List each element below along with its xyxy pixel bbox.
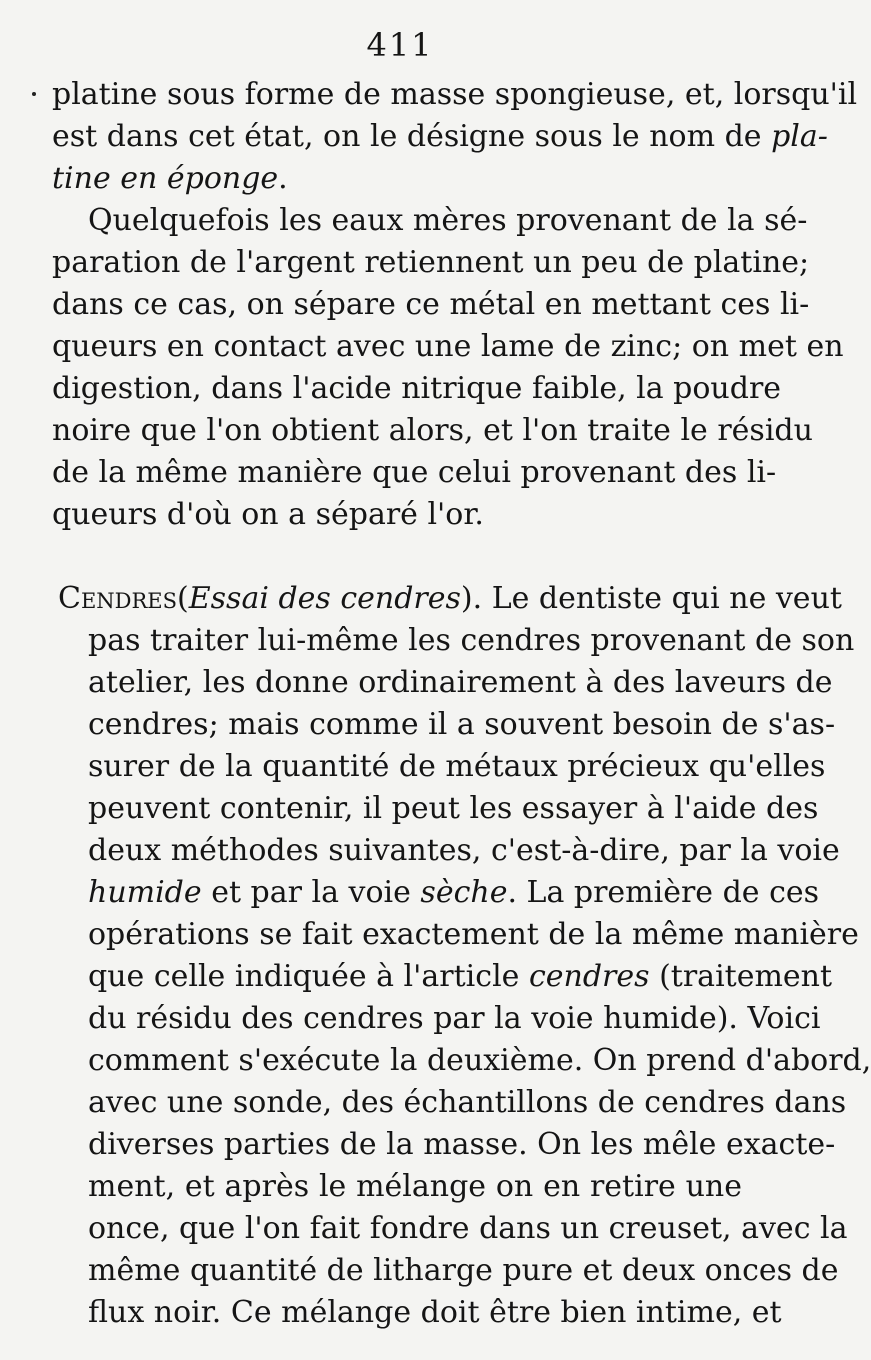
entry-subheading: Essai des cendres — [188, 581, 461, 616]
text-line: surer de la quantité de métaux précieux qu'elles — [88, 749, 826, 784]
text-line: ment, et après le mélange on en retire une — [88, 1169, 742, 1204]
page-number: 411 — [366, 26, 434, 64]
text-line: dans ce cas, on sépare ce métal en mettant ces li- — [52, 287, 810, 322]
text-line: once, que l'on fait fondre dans un creuset, avec la — [88, 1211, 848, 1246]
text-line: queurs d'où on a séparé l'or. — [52, 497, 484, 532]
text-line: est dans cet état, on le désigne sous le nom de pla- — [52, 119, 828, 154]
entry-heading-line: Cendres(Essai des cendres). Le dentiste qui ne veut — [58, 581, 842, 616]
text-line: même quantité de litharge pure et deux onces de — [88, 1253, 839, 1288]
text-line: paration de l'argent retiennent un peu de platine; — [52, 245, 810, 280]
entry-heading: Cendres — [58, 581, 178, 616]
text-line: noire que l'on obtient alors, et l'on traite le résidu — [52, 413, 813, 448]
text-line: Quelquefois les eaux mères provenant de la sé- — [88, 203, 808, 238]
text-line: pas traiter lui-même les cendres provenant de son — [88, 623, 855, 658]
text-line: cendres; mais comme il a souvent besoin de s'as- — [88, 707, 836, 742]
text-line: tine en éponge. — [52, 161, 288, 196]
text-line: comment s'exécute la deuxième. On prend d'abord, — [88, 1043, 871, 1078]
text-line: de la même manière que celui provenant des li- — [52, 455, 777, 490]
text-line: flux noir. Ce mélange doit être bien intime, et — [88, 1295, 782, 1330]
text-line: du résidu des cendres par la voie humide). Voici — [88, 1001, 821, 1036]
text-line: peuvent contenir, il peut les essayer à l'aide des — [88, 791, 819, 826]
text-line: avec une sonde, des échantillons de cendres dans — [88, 1085, 847, 1120]
text-line: digestion, dans l'acide nitrique faible, la poudre — [52, 371, 782, 406]
text-line: deux méthodes suivantes, c'est-à-dire, par la voie — [88, 833, 840, 868]
text-line: platine sous forme de masse spongieuse, et, lorsqu'il — [52, 77, 858, 112]
text-line: queurs en contact avec une lame de zinc; on met en — [52, 329, 844, 364]
text-line: atelier, les donne ordinairement à des laveurs de — [88, 665, 833, 700]
text-line: diverses parties de la masse. On les mêle exacte- — [88, 1127, 836, 1162]
margin-dot — [32, 92, 36, 96]
text-line: opérations se fait exactement de la même manière — [88, 917, 859, 952]
text-line: que celle indiquée à l'article cendres (traitement — [88, 959, 833, 994]
text-line: humide et par la voie sèche. La première de ces — [88, 875, 820, 910]
